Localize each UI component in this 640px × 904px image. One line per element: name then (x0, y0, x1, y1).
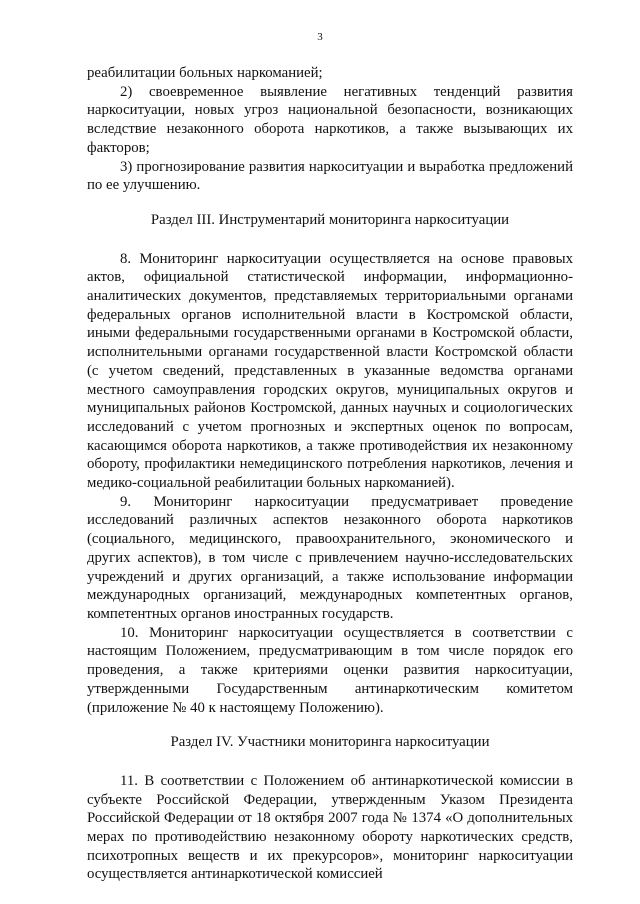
paragraph-11: 11. В соответствии с Положением об антинаркотической комиссии в субъекте Российской Федерации, утвержденным Указом Президента Российской Федерации от 18 октября 2007 года № 1374 «О дополнительных мерах по противодействию незаконному обороту наркотических средств, психотропных веществ и их прекурсоров», мониторинг наркоситуации осуществляется антинаркотической комиссией (87, 772, 573, 883)
document-body (87, 64, 573, 884)
paragraph-continuation: реабилитации больных наркоманией; (87, 65, 323, 81)
paragraph-8: 8. Мониторинг наркоситуации осуществляется на основе правовых актов, официальной статистической информации, информационно-аналитических документов, представляемых территориальными органами федеральных органов исполнительной власти в Костромской области, иными федеральными государственными органами в Костромской области, исполнительными органами государственной власти Костромской области (с учетом сведений, представленных в указанные ведомства органами местного самоуправления городских округов, муниципальных округов и муниципальных районов Костромской, данных научных и социологических исследований с учетом прогнозных и экспертных оценок по вопросам, касающимся оборота наркотиков, а также противодействия их незаконному обороту, профилактики немедицинского потребления наркотиков, лечения и медико-социальной реабилитации больных наркоманией). (87, 250, 573, 492)
section-heading-3: Раздел III. Инструментарий мониторинга наркоситуации (150, 211, 510, 228)
page-number: 3 (317, 31, 323, 43)
section-heading-4: Раздел IV. Участники мониторинга наркоситуации (170, 734, 490, 751)
paragraph-10: 10. Мониторинг наркоситуации осуществляется в соответствии с настоящим Положением, предусматривающим в том числе порядок его проведения, а также критериями оценки развития наркоситуации, утвержденными Государственным антинаркотическим комитетом (приложение № 40 к настоящему Положению). (87, 624, 573, 716)
list-item-3: 3) прогнозирование развития наркоситуации и выработка предложений по ее улучшению. (87, 158, 573, 194)
list-item-2: 2) своевременное выявление негативных тенденций развития наркоситуации, новых угроз национальной безопасности, возникающих вследствие незаконного оборота наркотиков, а также вызывающих их факторов; (87, 83, 573, 156)
paragraph-9: 9. Мониторинг наркоситуации предусматривает проведение исследований различных аспектов незаконного оборота наркотиков (социального, медицинского, правоохранительного, экономического и других аспектов), в том числе с привлечением научно-исследовательских учреждений и других организаций, а также использование информации международных организаций, международных компетентных органов, компетентных органов иностранных государств. (87, 493, 573, 622)
